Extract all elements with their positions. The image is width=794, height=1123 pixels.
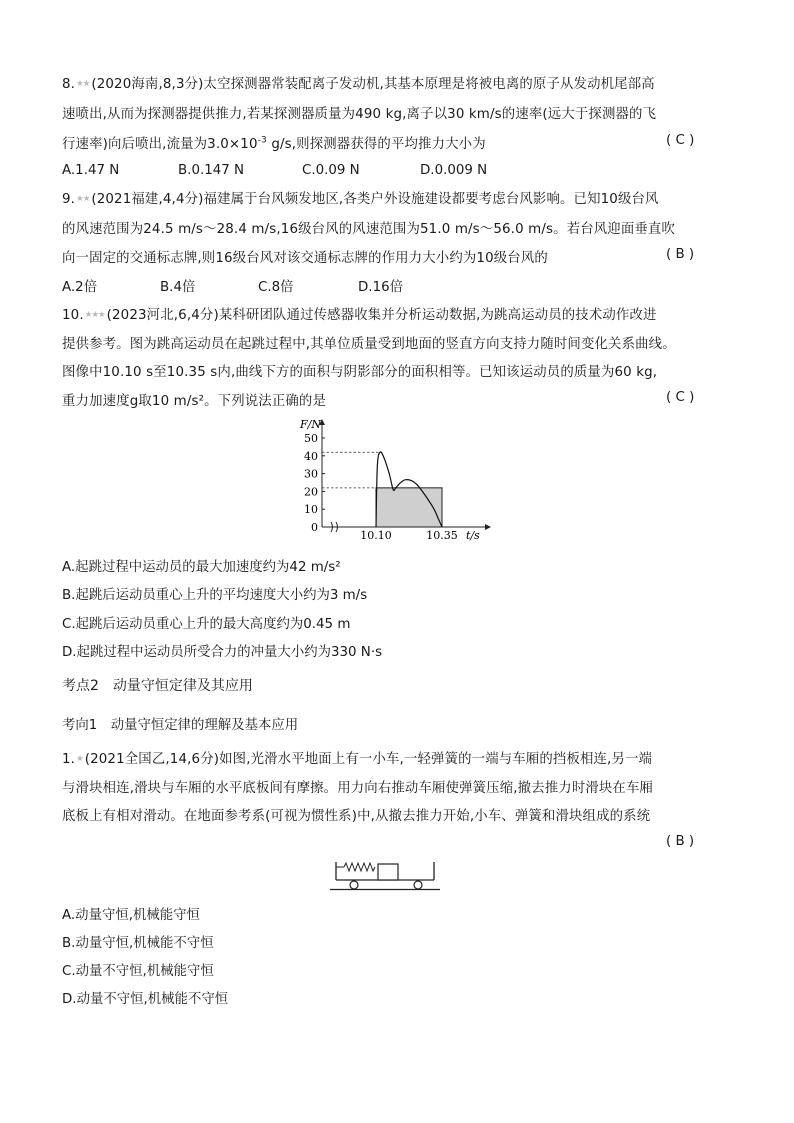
y-tick-label: 50 bbox=[304, 432, 318, 445]
q9-option-a: A.2倍 bbox=[62, 280, 98, 295]
q9-option-d: D.16倍 bbox=[358, 280, 403, 295]
q10-difficulty-stars-icon: ★★★ bbox=[84, 310, 105, 320]
q1-line-1: 1.★ (2021全国乙,14,6分)如图,光滑水平地面上有一小车,一轻弹簧的一端与车厢的挡板相连,另一端 bbox=[62, 752, 653, 767]
q1-answer: ( B ) bbox=[666, 834, 695, 849]
q8-number: 8. bbox=[62, 77, 76, 92]
section-title: 考点2 动量守恒定律及其应用 bbox=[62, 678, 253, 694]
y-tick-label: 30 bbox=[304, 467, 318, 481]
q8-line-1: 8.★★ (2020海南,8,3分)太空探测器常装配离子发动机,其基本原理是将被电离的原子从发动机尾部高 bbox=[62, 77, 655, 92]
q1-line-2: 与滑块相连,滑块与车厢的水平底板间有摩擦。用力向右推动车厢使弹簧压缩,撤去推力时滑块在车厢 bbox=[62, 781, 654, 796]
q10-option-b: B.起跳后运动员重心上升的平均速度大小约为3 m/s bbox=[62, 588, 368, 603]
q10-option-c: C.起跳后运动员重心上升的最大高度约为0.45 m bbox=[62, 617, 351, 632]
q8-option-c: C.0.09 N bbox=[302, 163, 360, 178]
q1-number: 1. bbox=[62, 752, 76, 767]
x-tick-label: 10.10 bbox=[360, 529, 392, 542]
x-tick-label: 10.35 bbox=[426, 529, 458, 542]
q1-option-d: D.动量不守恒,机械能不守恒 bbox=[62, 992, 229, 1007]
q8-option-b: B.0.147 N bbox=[178, 163, 245, 178]
right-wheel-icon bbox=[414, 881, 422, 889]
y-tick-label: 10 bbox=[304, 503, 318, 517]
q8-option-a: A.1.47 N bbox=[62, 163, 120, 178]
q10-answer: ( C ) bbox=[666, 390, 695, 405]
q1-option-c: C.动量不守恒,机械能守恒 bbox=[62, 964, 214, 979]
direction-title: 考向1 动量守恒定律的理解及基本应用 bbox=[62, 718, 299, 733]
q8-option-d: D.0.009 N bbox=[420, 163, 488, 178]
q1-difficulty-stars-icon: ★ bbox=[76, 754, 83, 764]
slider-block bbox=[378, 864, 398, 880]
q10-number: 10. bbox=[62, 308, 84, 323]
q9-answer: ( B ) bbox=[666, 247, 695, 262]
q9-line-1: 9.★★ (2021福建,4,4分)福建属于台风频发地区,各类户外设施建设都要考虑台风影响。已知10级台风 bbox=[62, 192, 659, 207]
shaded-area bbox=[376, 488, 442, 527]
q10-option-d: D.起跳过程中运动员所受合力的冲量大小约为330 N·s bbox=[62, 645, 383, 660]
q10-line-4: 重力加速度g取10 m/s²。下列说法正确的是 bbox=[62, 394, 327, 409]
q1-option-b: B.动量守恒,机械能不守恒 bbox=[62, 936, 214, 951]
y-tick-label: 0 bbox=[311, 521, 318, 534]
x-axis-label: t/s bbox=[466, 529, 480, 542]
force-time-chart bbox=[292, 414, 502, 544]
q8-exponent: -3 bbox=[257, 135, 267, 146]
q9-line-2: 的风速范围为24.5 m/s～28.4 m/s,16级台风的风速范围为51.0 m/s～56.0 m/s。若台风迎面垂直吹 bbox=[62, 222, 676, 237]
left-wheel-icon bbox=[350, 881, 358, 889]
q9-difficulty-stars-icon: ★★ bbox=[76, 194, 90, 204]
q10-line-2: 提供参考。图为跳高运动员在起跳过程中,其单位质量受到地面的竖直方向支持力随时间变化关系曲线。 bbox=[62, 337, 676, 352]
q10-option-a: A.起跳过程中运动员的最大加速度约为42 m/s² bbox=[62, 560, 341, 575]
q8-answer: ( C ) bbox=[666, 133, 695, 148]
q8-difficulty-stars-icon: ★★ bbox=[76, 79, 90, 89]
q10-line-1: 10.★★★ (2023河北,6,4分)某科研团队通过传感器收集并分析运动数据,为跳高运动员的技术动作改进 bbox=[62, 308, 657, 323]
spring-coil-icon bbox=[344, 863, 375, 871]
q9-line-3: 向一固定的交通标志牌,则16级台风对该交通标志牌的作用力大小约为10级台风的 bbox=[62, 251, 548, 266]
q8-line-2: 速喷出,从而为探测器提供推力,若某探测器质量为490 kg,离子以30 km/s的速率(远大于探测器的飞 bbox=[62, 107, 657, 122]
q8-line-3: 行速率)向后喷出,流量为$3.0\times 10^{-3}$ g/s,则探测器获得的平均推力大小为 bbox=[62, 135, 486, 152]
q10-line-3: 图像中10.10 s至10.35 s内,曲线下方的面积与阴影部分的面积相等。已知该运动员的质量为60 kg, bbox=[62, 365, 658, 380]
y-axis-label: F/N bbox=[300, 418, 321, 431]
q9-number: 9. bbox=[62, 192, 76, 207]
q1-option-a: A.动量守恒,机械能守恒 bbox=[62, 908, 200, 923]
q9-option-c: C.8倍 bbox=[258, 280, 294, 295]
q1-line-3: 底板上有相对滑动。在地面参考系(可视为惯性系)中,从撤去推力开始,小车、弹簧和滑块组成的系统 bbox=[62, 809, 651, 824]
cart-spring-block-diagram bbox=[330, 858, 440, 892]
y-tick-label: 20 bbox=[304, 485, 318, 499]
y-tick-label: 40 bbox=[304, 449, 318, 463]
q9-option-b: B.4倍 bbox=[160, 280, 196, 295]
